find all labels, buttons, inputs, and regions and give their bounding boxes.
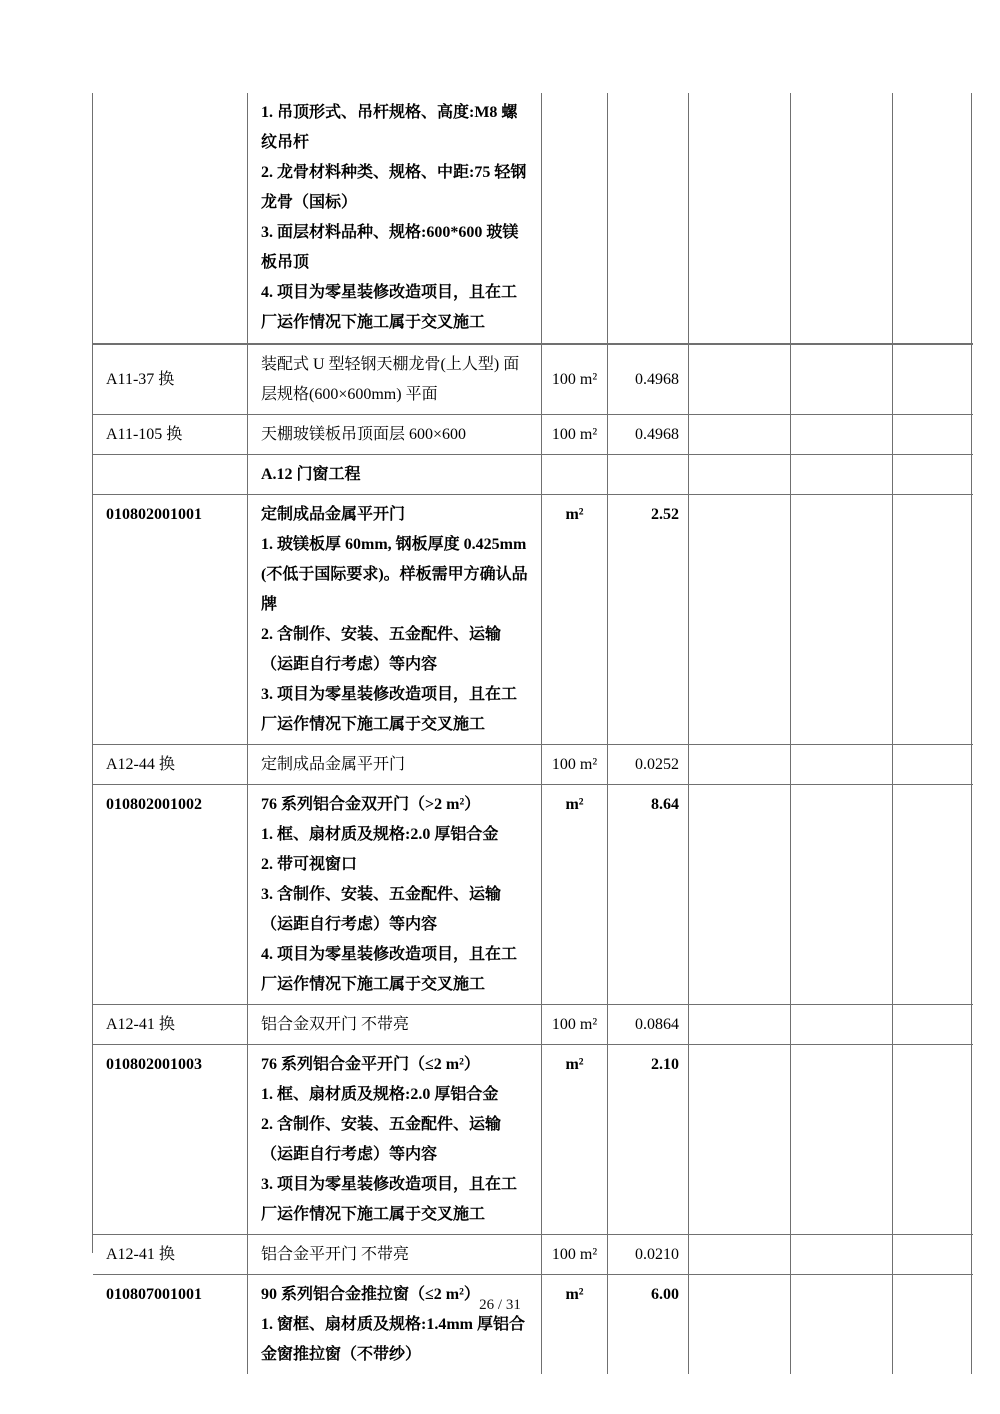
description-cell [248, 495, 542, 744]
item-attribute-line: 3. 含制作、安装、五金配件、运输（运距自行考虑）等内容 [261, 886, 502, 933]
unit-cell: 100 m² [542, 745, 608, 784]
item-title: 90 系列铝合金推拉窗（≤2 m²） [261, 1286, 480, 1303]
remark-cell [893, 1235, 972, 1274]
unit-price-cell [689, 495, 791, 744]
quantity-cell [608, 455, 689, 494]
description-cell [248, 345, 542, 414]
unit-price-cell [689, 1275, 791, 1374]
total-price-cell [791, 415, 893, 454]
unit-cell: 100 m² [542, 345, 608, 414]
total-price-cell [791, 1275, 893, 1374]
description-cell [248, 785, 542, 1004]
item-attribute-line: 3. 项目为零星装修改造项目，且在工厂运作情况下施工属于交叉施工 [261, 686, 518, 733]
code-cell: 010807001001 [93, 1275, 248, 1374]
unit-cell: m² [542, 1045, 608, 1234]
total-price-cell [791, 455, 893, 494]
quantity-cell [608, 93, 689, 343]
quantity-cell: 0.4968 [608, 415, 689, 454]
remark-cell [893, 93, 972, 343]
unit-cell: m² [542, 1275, 608, 1374]
quantity-cell: 2.52 [608, 495, 689, 744]
code-cell: A12-44 换 [93, 745, 248, 784]
item-attribute-line: 1. 框、扇材质及规格:2.0 厚铝合金 [261, 1086, 499, 1103]
code-cell [93, 93, 248, 343]
table-row [93, 1275, 973, 1374]
unit-cell: m² [542, 785, 608, 1004]
quantity-cell: 0.0252 [608, 745, 689, 784]
description-cell [248, 415, 542, 454]
remark-cell [893, 785, 972, 1004]
quantity-cell: 0.0864 [608, 1005, 689, 1044]
unit-price-cell [689, 455, 791, 494]
table-row [93, 745, 973, 785]
item-attribute-line: 4. 项目为零星装修改造项目，且在工厂运作情况下施工属于交叉施工 [261, 284, 518, 331]
quantity-cell: 0.0210 [608, 1235, 689, 1274]
quantity-cell: 6.00 [608, 1275, 689, 1374]
description-cell [248, 93, 542, 343]
unit-cell: m² [542, 495, 608, 744]
item-attribute-line: 2. 带可视窗口 [261, 856, 358, 873]
code-cell: 010802001002 [93, 785, 248, 1004]
item-attribute-line: 2. 含制作、安装、五金配件、运输（运距自行考虑）等内容 [261, 1116, 502, 1163]
description-cell [248, 1275, 542, 1374]
unit-price-cell [689, 1235, 791, 1274]
unit-price-cell [689, 415, 791, 454]
unit-price-cell [689, 785, 791, 1004]
table-row [93, 345, 973, 415]
remark-cell [893, 495, 972, 744]
code-cell: A11-37 换 [93, 345, 248, 414]
unit-price-cell [689, 745, 791, 784]
code-cell [93, 455, 248, 494]
description-cell [248, 455, 542, 494]
quantity-cell: 8.64 [608, 785, 689, 1004]
code-cell: A11-105 换 [93, 415, 248, 454]
total-price-cell [791, 1045, 893, 1234]
item-title: 定制成品金属平开门 [261, 756, 406, 773]
item-attribute-line: 1. 玻镁板厚 60mm, 钢板厚度 0.425mm(不低于国际要求)。样板需甲方确认品牌 [261, 536, 528, 613]
unit-cell [542, 455, 608, 494]
total-price-cell [791, 93, 893, 343]
unit-cell: 100 m² [542, 415, 608, 454]
table-row [93, 1235, 973, 1275]
code-cell: A12-41 换 [93, 1005, 248, 1044]
table-row [93, 785, 973, 1005]
item-title: 天棚玻镁板吊顶面层 600×600 [261, 426, 467, 443]
table-row [93, 495, 973, 745]
remark-cell [893, 1045, 972, 1234]
item-title: 铝合金平开门 不带亮 [261, 1246, 410, 1263]
item-attribute-line: 1. 吊顶形式、吊杆规格、高度:M8 螺纹吊杆 [261, 104, 518, 151]
remark-cell [893, 345, 972, 414]
unit-price-cell [689, 345, 791, 414]
total-price-cell [791, 495, 893, 744]
total-price-cell [791, 1005, 893, 1044]
item-title: 铝合金双开门 不带亮 [261, 1016, 410, 1033]
unit-cell [542, 93, 608, 343]
table-row [93, 415, 973, 455]
item-attribute-line: 3. 项目为零星装修改造项目，且在工厂运作情况下施工属于交叉施工 [261, 1176, 518, 1223]
unit-cell: 100 m² [542, 1005, 608, 1044]
description-cell [248, 1005, 542, 1044]
remark-cell [893, 745, 972, 784]
description-cell [248, 745, 542, 784]
page-number: 26 / 31 [479, 1297, 521, 1313]
item-title: 76 系列铝合金平开门（≤2 m²） [261, 1056, 480, 1073]
code-cell: A12-41 换 [93, 1235, 248, 1274]
unit-price-cell [689, 1045, 791, 1234]
code-cell: 010802001003 [93, 1045, 248, 1234]
quantity-cell: 2.10 [608, 1045, 689, 1234]
table-row [93, 1045, 973, 1235]
remark-cell [893, 1275, 972, 1374]
table-row [93, 455, 973, 495]
total-price-cell [791, 745, 893, 784]
item-attribute-line: 1. 框、扇材质及规格:2.0 厚铝合金 [261, 826, 499, 843]
description-cell [248, 1235, 542, 1274]
unit-price-cell [689, 93, 791, 343]
item-title: 76 系列铝合金双开门（>2 m²） [261, 796, 481, 813]
item-title: 定制成品金属平开门 [261, 506, 406, 523]
remark-cell [893, 1005, 972, 1044]
total-price-cell [791, 345, 893, 414]
item-attribute-line: 1. 窗框、扇材质及规格:1.4mm 厚铝合金窗推拉窗（不带纱） [261, 1316, 525, 1363]
total-price-cell [791, 1235, 893, 1274]
table-row [93, 1005, 973, 1045]
item-attribute-line: 2. 龙骨材料种类、规格、中距:75 轻钢龙骨（国标） [261, 164, 527, 211]
remark-cell [893, 455, 972, 494]
code-cell: 010802001001 [93, 495, 248, 744]
quantity-cell: 0.4968 [608, 345, 689, 414]
item-attribute-line: 4. 项目为零星装修改造项目，且在工厂运作情况下施工属于交叉施工 [261, 946, 518, 993]
table-row [93, 93, 973, 345]
item-attribute-line: 2. 含制作、安装、五金配件、运输（运距自行考虑）等内容 [261, 626, 502, 673]
total-price-cell [791, 785, 893, 1004]
item-title: 装配式 U 型轻钢天棚龙骨(上人型) 面层规格(600×600mm) 平面 [261, 356, 520, 403]
item-title: A.12 门窗工程 [261, 466, 361, 483]
remark-cell [893, 415, 972, 454]
description-cell [248, 1045, 542, 1234]
unit-cell: 100 m² [542, 1235, 608, 1274]
unit-price-cell [689, 1005, 791, 1044]
item-attribute-line: 3. 面层材料品种、规格:600*600 玻镁板吊顶 [261, 224, 519, 271]
